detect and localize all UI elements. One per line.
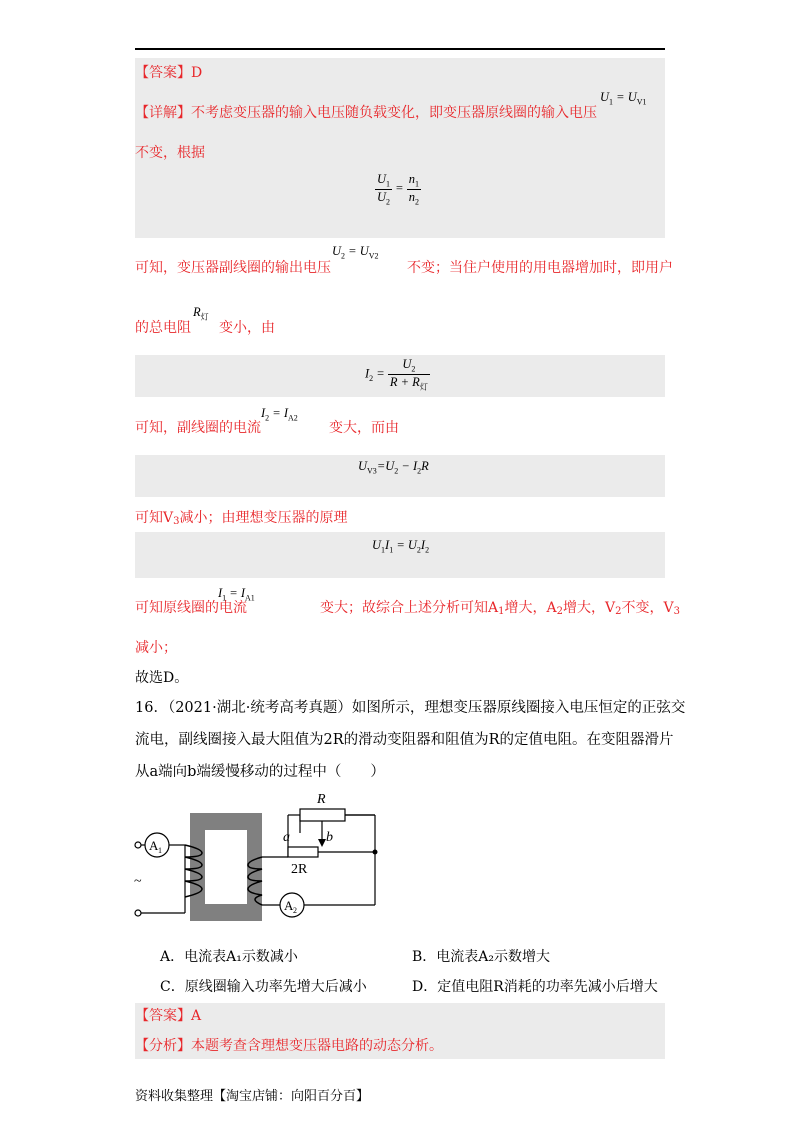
slider-arrow [318,839,326,847]
eq-i2: $I_2$ = $\frac{U_2}{R + R_灯}$ [365,357,428,391]
conclusion: 故选D。 [135,670,189,686]
option-c[interactable]: C．原线圈输入功率先增大后减小 [160,979,367,995]
eq-i1-ia1: $I_1 = I_{A1}$ [218,586,255,603]
eq-power: $U_1I_1 = U_2I_2$ [372,538,430,555]
answer2-line: 【答案】A [135,1008,202,1024]
detail-label: 【详解】 [135,105,191,121]
circuit-diagram [130,792,390,930]
question-number: 16． [135,700,168,716]
label-b: b [326,830,333,845]
label-a: a [283,830,290,845]
answer2-value: A [191,1008,202,1024]
svg-text:1: 1 [158,846,162,855]
detail-line-1 [135,103,597,123]
ac-source-symbol: ~ [134,874,142,889]
option-a[interactable]: A．电流表A₁示数减小 [160,949,298,965]
eq-i2-ia2: $I_2 = I_{A2}$ [261,406,298,423]
question-line-3: 从a端向b端缓慢移动的过程中（ ） [135,764,385,780]
eq-r-user: $R_灯$ [193,305,209,322]
footer-text: 资料收集整理【淘宝店铺：向阳百分百】 [135,1089,370,1104]
label-2r: 2R [291,862,308,877]
detail-line-4: 的总电阻 变小，由 [135,320,275,336]
question-source: （2021·湖北·统考高考真题） [167,700,352,716]
eq-uv3: $U_{V3}=U_2 - I_2R$ [358,459,429,476]
detail-line-6: 可知$V_3$减小；由理想变压器的原理 [135,510,348,527]
detail-text: 不考虑变压器的输入电压随负载变化，即变压器原线圈的输入电压 [191,105,597,121]
svg-text:2: 2 [293,906,297,915]
eq-u2-uv2: $U_2 = U_{V2}$ [332,244,379,261]
detail-line-8: 减小； [135,640,177,656]
detail-line-3: 可知，变压器副线圈的输出电压 不变；当住户使用的用电器增加时，即用户 [135,260,673,276]
label-r: R [317,792,326,807]
question-line-1: 16．（2021·湖北·统考高考真题）如图所示，理想变压器原线圈接入电压恒定的正弦交 [135,700,686,716]
question-line-2: 流电，副线圈接入最大阻值为2R的滑动变阻器和阻值为R的定值电阻。在变阻器滑片 [135,732,674,748]
analysis-line: 【分析】本题考查含理想变压器电路的动态分析。 [135,1038,443,1054]
option-d[interactable]: D．定值电阻R消耗的功率先减小后增大 [412,979,658,995]
rheostat-2r [288,847,318,857]
detail-line-2: 不变，根据 [135,145,205,161]
option-b[interactable]: B．电流表A₂示数增大 [412,949,551,965]
detail-line-7: 可知原线圈的电流 变大；故综合上述分析可知$A_1$增大，$A_2$增大，$V_2$不变，$V_3$ [135,600,680,617]
eq-u1-uv1: $U_1 = U_{V1}$ [600,90,647,107]
answer-label: 【答案】 [135,65,191,81]
eq-ratio: $\frac{U_1}{U_2}$ = $\frac{n_1}{n_2}$ [377,172,419,206]
header-rule [135,48,665,50]
answer-value: D [191,65,203,81]
answer-block-bg [135,58,665,238]
ammeter-a1-label: A [149,838,159,853]
resistor-r [300,809,345,821]
answer-line [135,63,202,83]
ammeter-a2-label: A [284,898,294,913]
detail-line-5: 可知，副线圈的电流 变大，而由 [135,420,399,436]
